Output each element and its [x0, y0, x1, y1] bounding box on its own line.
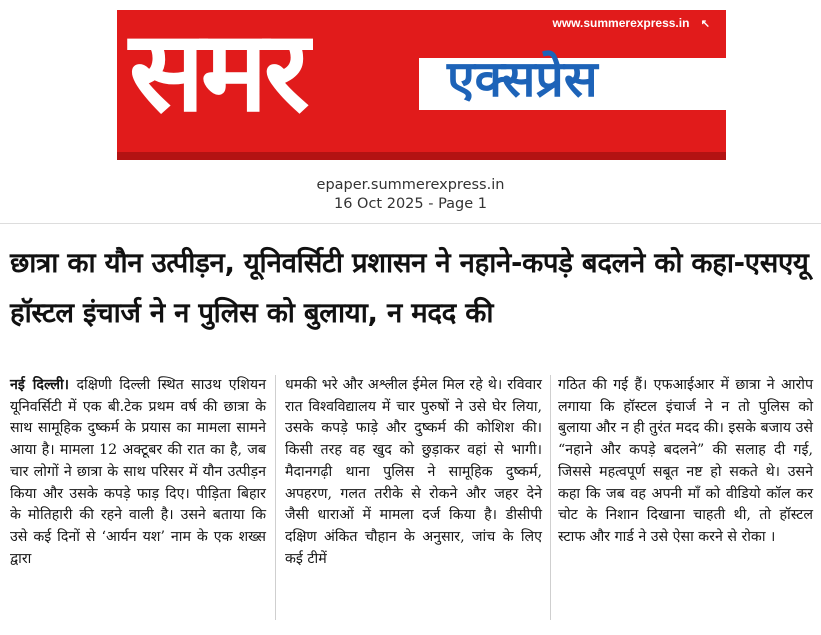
masthead-url-text: www.summerexpress.in — [552, 16, 690, 30]
masthead-title-sub: एक्सप्रेस — [447, 50, 598, 108]
source-date-page: 16 Oct 2025 - Page 1 — [333, 196, 488, 212]
masthead-url — [552, 16, 710, 30]
masthead-title-main: समर — [129, 7, 306, 137]
section-divider — [0, 223, 821, 224]
column-rule — [550, 375, 551, 620]
source-site: epaper.summerexpress.in — [316, 177, 505, 193]
masthead-bottom-bar — [117, 152, 726, 160]
column-rule — [275, 375, 276, 620]
cursor-arrow-icon: ↖ — [700, 18, 710, 30]
article-column-2-text: धमकी भरे और अश्लील ईमेल मिल रहे थे। रविवार रात विश्वविद्यालय में चार पुरुषों ने उसे घेर लिया, उसके कपड़े फाड़े और दुष्कर्म की कोशिश की। किसी तरह वह खुद को छुड़ाकर वहां से भागी। मैदानगढ़ी थाना पुलिस ने सामूहिक दुष्कर्म, अपहरण, गलत तरीके से रोकने और जहर देने जैसी धाराओं में मामला दर्ज किया है। डीसीपी दक्षिण अंकित चौहान के अनुसार, जांच के लिए कई टीमें — [285, 377, 542, 567]
source-info — [0, 176, 821, 214]
masthead-logo — [117, 7, 726, 160]
article-column-3 — [558, 375, 813, 549]
article-column-1 — [10, 375, 266, 570]
article-headline: छात्रा का यौन उत्पीड़न, यूनिवर्सिटी प्रशासन ने नहाने-कपड़े बदलने को कहा-एसएयू हॉस्टल इंचार्ज ने न पुलिस को बुलाया, न मदद की — [10, 247, 809, 329]
article-column-3-text: गठित की गई हैं। एफआईआर में छात्रा ने आरोप लगाया कि हॉस्टल इंचार्ज ने न तो पुलिस को बुलाया और न ही तुरंत मदद की। इसके बजाय उसे “नहाने और कपड़े बदलने” की सलाह दी गई, जिससे महत्वपूर्ण सबूत नष्ट हो सकते थे। उसने कहा कि जब वह अपनी माँ को वीडियो कॉल कर चोट के निशान दिखाना चाहती थी, तो हॉस्टल स्टाफ और गार्ड ने उसे ऐसा करने से रोका । — [558, 377, 813, 545]
article-dateline: नई दिल्ली। — [10, 377, 70, 393]
article-column-2 — [285, 375, 542, 570]
article-column-1-text: दक्षिणी दिल्ली स्थित साउथ एशियन यूनिवर्सिटी में एक बी.टेक प्रथम वर्ष की छात्रा के साथ सामूहिक दुष्कर्म के प्रयास का मामला सामने आया है। मामला 12 अक्टूबर की रात का है, जब चार लोगों ने छात्रा के साथ परिसर में यौन उत्पीड़न किया और उसके कपड़े फाड़ दिए। पीड़िता बिहार के मोतिहारी की रहने वाली है। उसने बताया कि उसे कई दिनों से ‘आर्यन यश’ नाम के एक शख्स द्वारा — [10, 377, 266, 567]
